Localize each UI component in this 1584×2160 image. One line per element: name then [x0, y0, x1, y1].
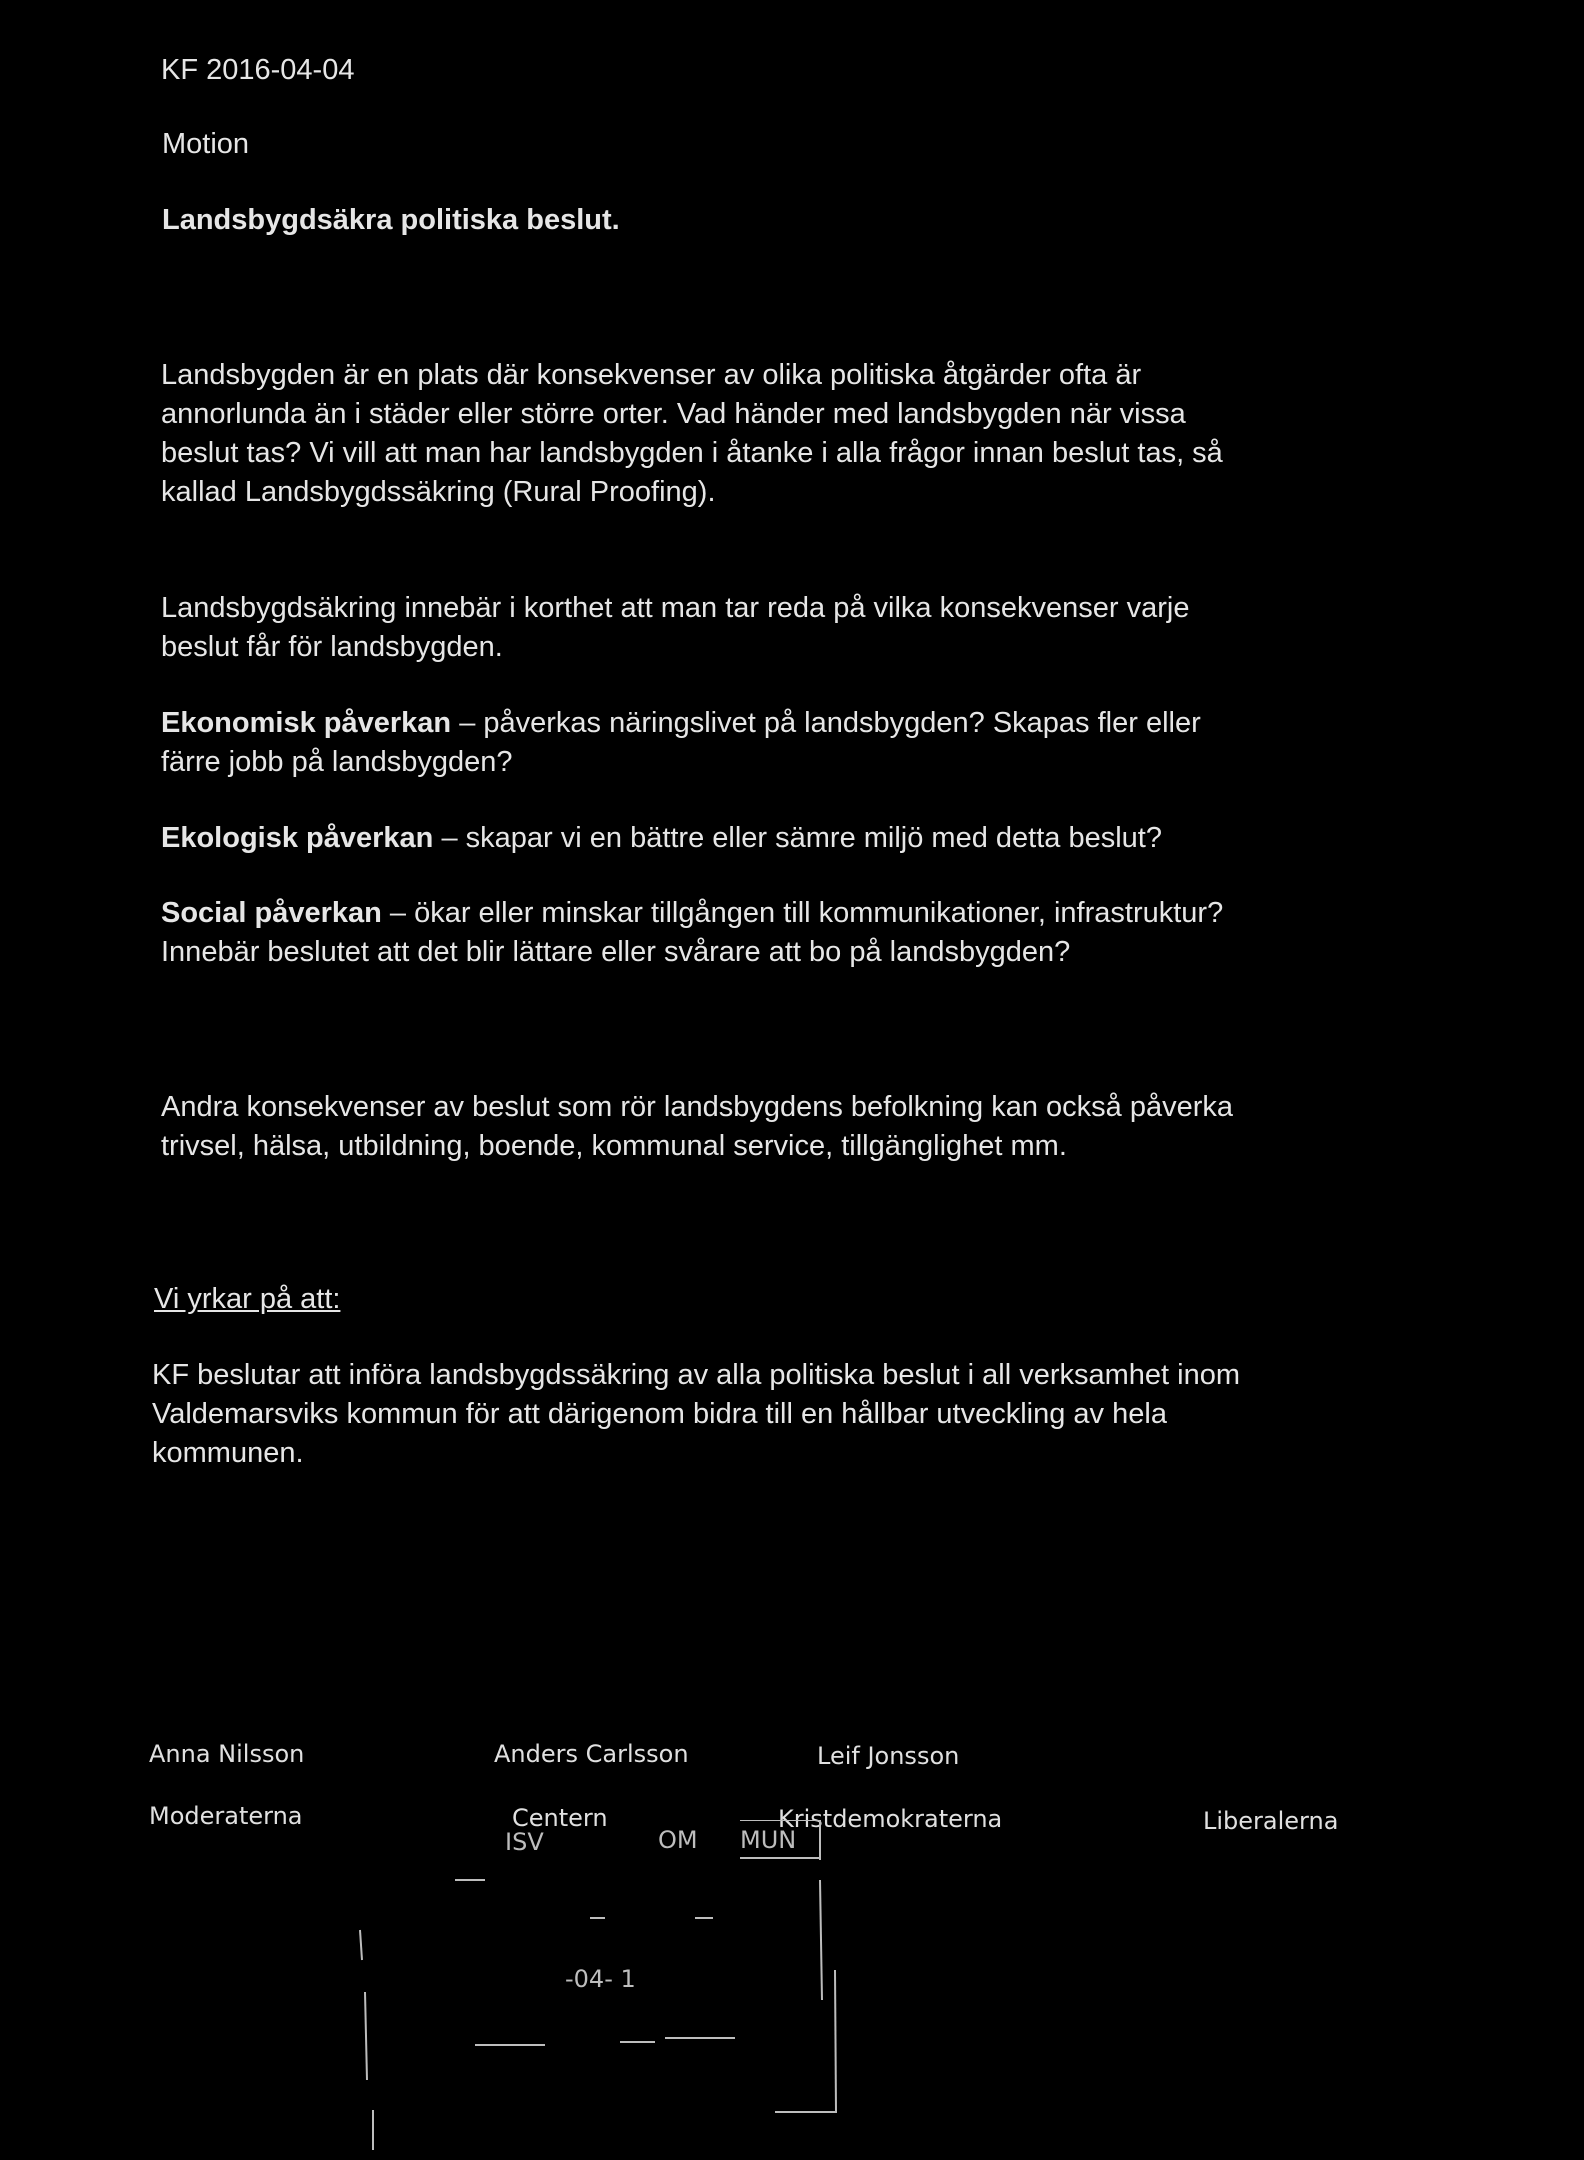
- intro-line: Landsbygden är en plats där konsekvenser av olika politiska åtgärder ofta är: [161, 359, 1142, 391]
- intro-paragraph: [161, 356, 1421, 512]
- proposal-line: kommunen.: [152, 1437, 304, 1469]
- signature-name: Anders Carlsson: [494, 1740, 689, 1768]
- definition-paragraph: [161, 589, 1421, 667]
- other-line: Andra konsekvenser av beslut som rör landsbygdens befolkning kan också påverka: [161, 1091, 1233, 1123]
- registration-stamp: [355, 1820, 845, 2150]
- signature-name: Anna Nilsson: [149, 1740, 305, 1768]
- document-date: KF 2016-04-04: [161, 54, 355, 86]
- stamp-text: ISV: [505, 1828, 544, 1856]
- social-impact: [161, 894, 1421, 972]
- economic-impact-text: – påverkas näringslivet på landsbygden? Skapas fler eller: [451, 707, 1201, 739]
- social-impact-text: Innebär beslutet att det blir lättare eller svårare att bo på landsbygden?: [161, 936, 1071, 968]
- other-line: trivsel, hälsa, utbildning, boende, kommunal service, tillgänglighet mm.: [161, 1130, 1067, 1162]
- signature-name: Leif Jonsson: [817, 1742, 960, 1770]
- economic-impact-label: Ekonomisk påverkan: [161, 707, 452, 739]
- intro-line: annorlunda än i städer eller större orter. Vad händer med landsbygden när vissa: [161, 398, 1186, 430]
- document-title: Landsbygdsäkra politiska beslut.: [162, 204, 620, 236]
- ecological-impact: [161, 819, 1421, 858]
- proposal-heading: Vi yrkar på att:: [154, 1283, 341, 1315]
- other-consequences-paragraph: [161, 1088, 1421, 1166]
- social-impact-text: – ökar eller minskar tillgången till kommunikationer, infrastruktur?: [381, 897, 1224, 929]
- signature-party: Liberalerna: [1203, 1807, 1339, 1835]
- social-impact-label: Social påverkan: [161, 897, 382, 929]
- proposal-line: KF beslutar att införa landsbygdssäkring av alla politiska beslut i all verksamhet inom: [152, 1359, 1241, 1391]
- signature-party: Centern: [512, 1804, 608, 1832]
- stamp-text: OM: [658, 1826, 698, 1854]
- signature-party: Kristdemokraterna: [778, 1805, 1003, 1833]
- ecological-impact-text: – skapar vi en bättre eller sämre miljö med detta beslut?: [433, 822, 1162, 854]
- stamp-date: -04- 1: [565, 1965, 636, 1993]
- definition-line: beslut får för landsbygden.: [161, 631, 503, 663]
- economic-impact: [161, 704, 1421, 782]
- economic-impact-text: färre jobb på landsbygden?: [161, 746, 513, 778]
- definition-line: Landsbygdsäkring innebär i korthet att man tar reda på vilka konsekvenser varje: [161, 592, 1190, 624]
- proposal-paragraph: [152, 1356, 1412, 1473]
- stamp-text: MUN: [740, 1826, 797, 1854]
- signature-party: Moderaterna: [149, 1802, 303, 1830]
- ecological-impact-label: Ekologisk påverkan: [161, 822, 434, 854]
- document-type: Motion: [162, 128, 250, 160]
- intro-line: beslut tas? Vi vill att man har landsbygden i åtanke i alla frågor innan beslut tas, så: [161, 437, 1223, 469]
- intro-line: kallad Landsbygdssäkring (Rural Proofing).: [161, 476, 716, 508]
- proposal-line: Valdemarsviks kommun för att därigenom bidra till en hållbar utveckling av hela: [152, 1398, 1167, 1430]
